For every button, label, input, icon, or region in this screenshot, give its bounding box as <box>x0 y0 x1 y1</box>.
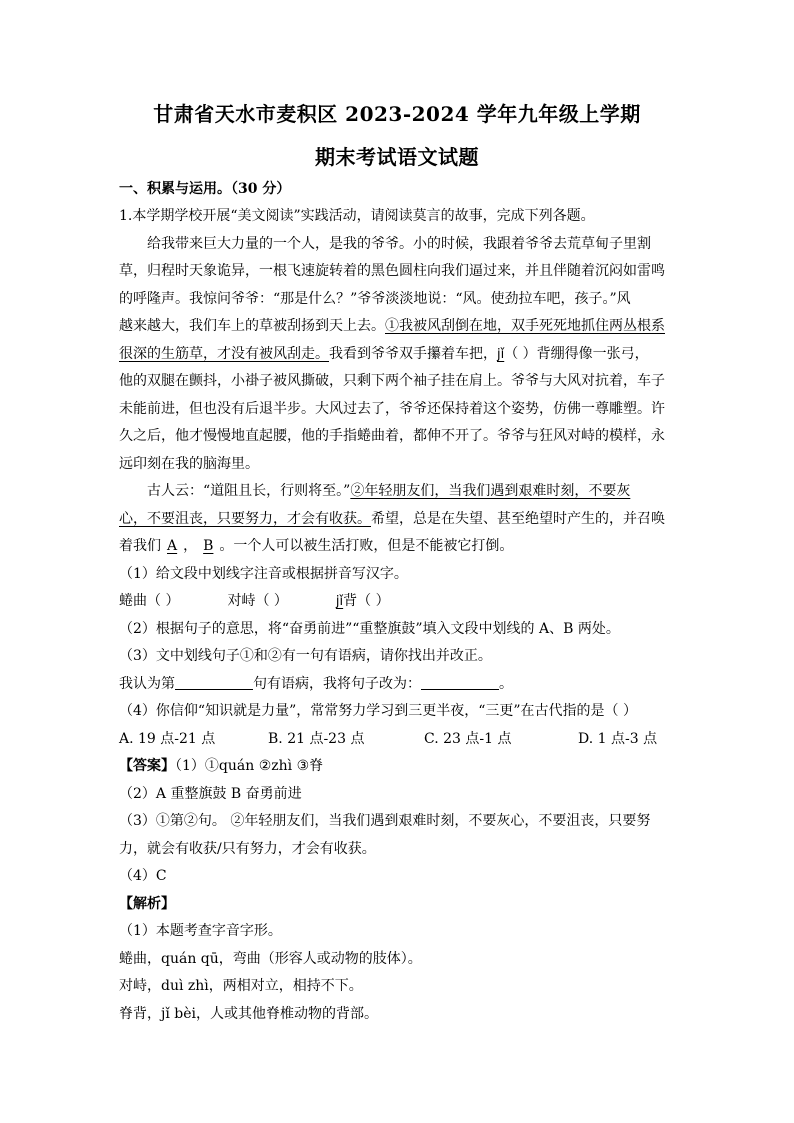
passage-text: 。一个人可以被生活打败，但是不能被它打倒。 <box>219 538 514 554</box>
passage-text: 越来越大，我们车上的草被刮扬到天上去。 <box>119 318 385 334</box>
answer-line-4: 力，就会有收获/只有努力，才会有收获。 <box>119 841 376 857</box>
passage-line <box>119 345 649 364</box>
analysis-line: 脊背，jǐ bèi，人或其他脊椎动物的背部。 <box>119 1006 378 1022</box>
blank-b: B <box>203 538 214 554</box>
item-duizhi: 对峙（ ） <box>227 593 288 609</box>
fill-blank-correction <box>421 675 499 690</box>
pinyin-underlined: jǐ <box>497 347 505 362</box>
item-quanqu: 蜷曲（ ） <box>119 593 180 609</box>
analysis-label: 【解析】 <box>119 896 175 912</box>
answer-line-1: 【答案】（1）①quán ②zhì ③脊 <box>119 758 324 774</box>
subquestion-3-fill: 我认为第 句有语病，我将句子改为： 。 <box>119 676 513 692</box>
answer-blank-text: （ ）背绷得像一张弓， <box>504 346 649 362</box>
option-d: D. 1 点-3 点 <box>578 731 658 747</box>
passage-line: 远印刻在我的脑海里。 <box>119 456 259 472</box>
passage-line: 着我们 A ， B 。一个人可以被生活打败，但是不能被它打倒。 <box>119 538 514 554</box>
answer-line-5: （4）C <box>119 868 167 884</box>
fill-blank-sentence-number <box>175 675 253 690</box>
question-1-prompt: 1.本学期学校开展“美文阅读”实践活动，请阅读莫言的故事，完成下列各题。 <box>119 208 595 224</box>
underlined-sentence-1: 很深的生筋草，才没有被风刮走。 <box>119 346 329 362</box>
answer-label: 【答案】 <box>119 758 175 774</box>
option-c: C. 23 点-1 点 <box>424 731 512 747</box>
passage-line <box>119 510 665 528</box>
item-jibei: 背（ ） <box>343 593 390 609</box>
doc-title-line2: 期末考试语文试题 <box>315 145 479 169</box>
option-a: A. 19 点-21 点 <box>119 731 216 747</box>
passage-line: 他的双腿在颤抖，小褂子被风撕破，只剩下两个袖子挂在肩上。爷爷与大风对抗着，车子 <box>119 373 665 389</box>
blank-a: A <box>167 538 178 554</box>
section-heading: 一、积累与运用。（30 分） <box>119 181 291 197</box>
passage-line: 久之后，他才慢慢地直起腰，他的手指蜷曲着，都伸不开了。爷爷与狂风对峙的模样，永 <box>119 428 665 444</box>
underlined-sentence-1: ①我被风刮倒在地，双手死死地抓住两丛根系 <box>385 318 665 334</box>
passage-text: 着我们 <box>119 538 161 554</box>
underlined-sentence-2: 心，不要沮丧，只要努力，才会有收获。 <box>119 511 371 527</box>
passage-text: 古人云：“道阻且长，行则将至。” <box>147 483 351 499</box>
subquestion-4-prompt: （4）你信仰“知识就是力量”，常常努力学习到三更半夜，“三更”在古代指的是（ ） <box>119 703 637 719</box>
passage-line: 未能前进，但也没有后退半步。大风过去了，爷爷还保持着这个姿势，仿佛一尊雕塑。许 <box>119 401 665 417</box>
option-b: B. 21 点-23 点 <box>268 731 365 747</box>
answer-line-3: （3）①第②句。 ②年轻朋友们，当我们遇到艰难时刻，不要灰心，不要沮丧，只要努 <box>119 813 651 829</box>
subquestion-2-prompt: （2）根据句子的意思，将“奋勇前进”“重整旗鼓”填入文段中划线的 A、B 两处。 <box>119 621 620 637</box>
passage-line: 草，归程时天象诡异，一根飞速旋转着的黑色圆柱向我们逼过来，并且伴随着沉闷如雷鸣 <box>119 263 665 279</box>
analysis-line: 蜷曲，quán qū，弯曲（形容人或动物的肢体）。 <box>119 951 422 967</box>
subquestion-3-prompt: （3）文中划线句子①和②有一句有语病，请你找出并改正。 <box>119 648 492 664</box>
passage-line <box>119 317 665 335</box>
answer-line-2: （2）A 重整旗鼓 B 奋勇前进 <box>119 786 302 802</box>
passage-line: 的呼隆声。我惊问爷爷：“那是什么？”爷爷淡淡地说：“风。使劲拉车吧，孩子。”风 <box>119 291 631 307</box>
passage-line <box>147 482 630 500</box>
subquestion-1-items <box>119 592 390 611</box>
pinyin-ji: jǐ <box>335 594 344 609</box>
subquestion-1-prompt: （1）给文段中划线字注音或根据拼音写汉字。 <box>119 566 408 582</box>
underlined-sentence-2: ②年轻朋友们，当我们遇到艰难时刻，不要灰 <box>350 483 631 499</box>
analysis-line: 对峙，duì zhì，两相对立，相持不下。 <box>119 978 363 994</box>
passage-text: 希望，总是在失望、甚至绝望时产生的，并召唤 <box>371 511 665 527</box>
passage-text: 我看到爷爷双手攥着车把， <box>329 346 497 362</box>
passage-line: 给我带来巨大力量的一个人，是我的爷爷。小的时候，我跟着爷爷去荒草甸子里割 <box>147 236 651 252</box>
analysis-line: （1）本题考查字音字形。 <box>119 923 282 939</box>
doc-title-line1: 甘肃省天水市麦积区 2023-2024 学年九年级上学期 <box>153 102 641 126</box>
